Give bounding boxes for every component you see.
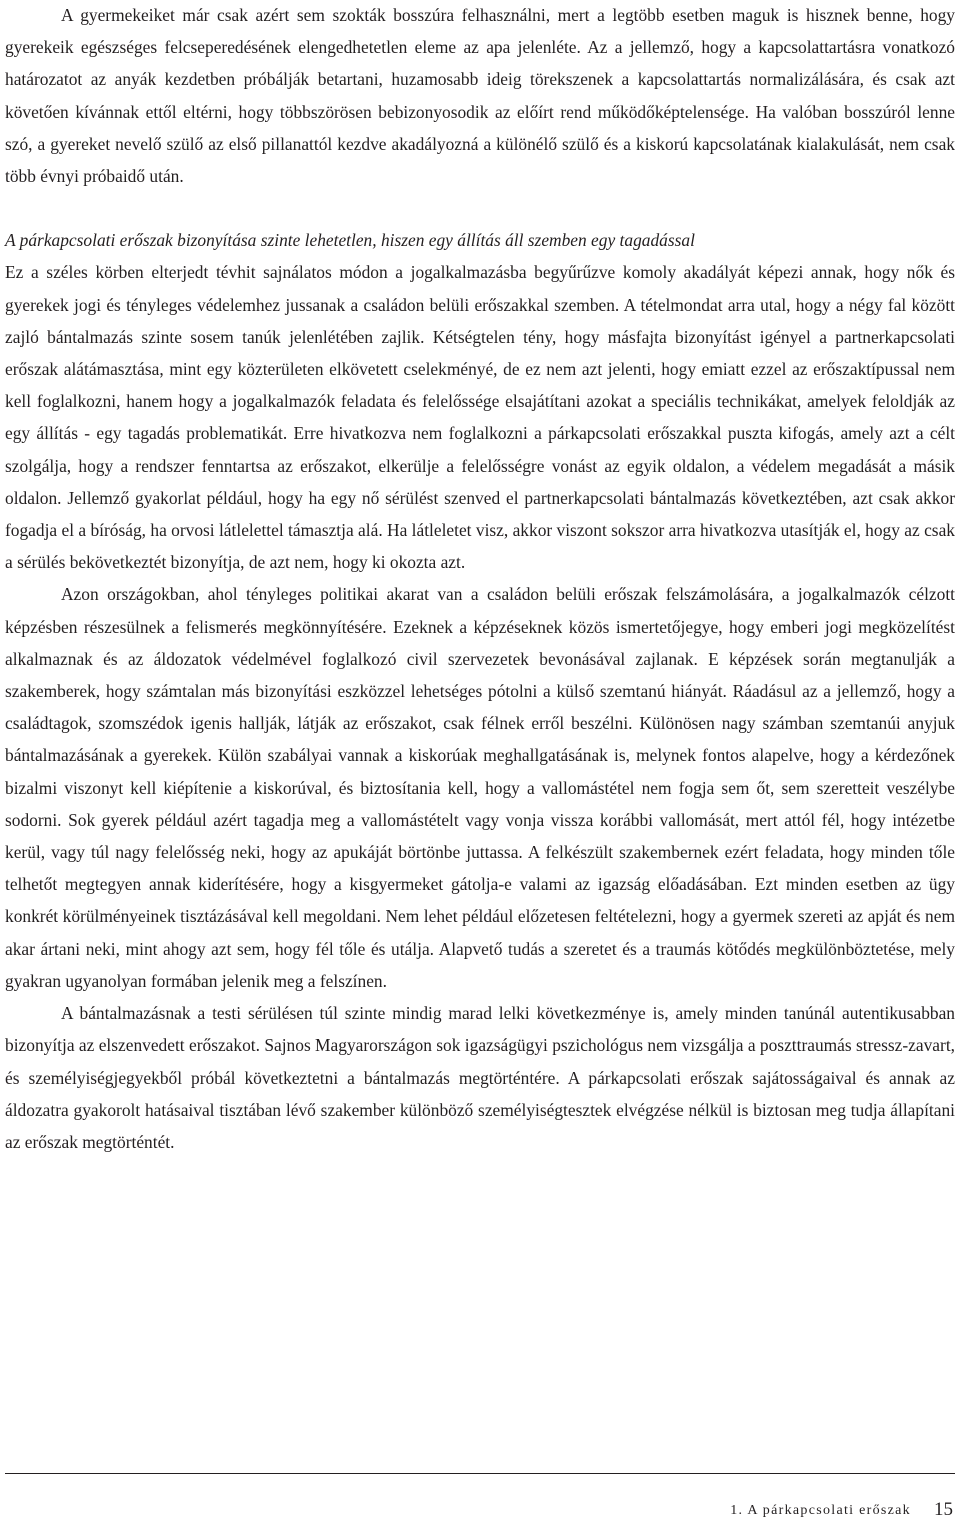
paragraph-3: Azon országokban, ahol tényleges politikai akarat van a családon belüli erőszak felszámolására, a jogalkalmazók célzott képzésben részesülnek a felismerés megkönnyítésére. Ezeknek a képzéseknek közös ismertetőjegye, hogy emberi jogi megközelítést alkalmaznak és az áldozatok védelmével foglalkozó civil szervezetek bevonásával zajlanak. E képzések során megtanulják a szakemberek, hogy számtalan más bizonyítási eszközzel lehetséges pótolni a külső szemtanú hiányát. Ráadásul az a jellemző, hogy a családtagok, szomszédok igenis hallják, látják az erőszakot, csak félnek erről beszélni. Különösen nagy számban szemtanúi anyjuk bántalmazásának a gyerekek. Külön szabályai vannak a kiskorúak meghallgatásának is, melynek fontos alapelve, hogy a kérdezőnek bizalmi viszonyt kell kiépítenie a kiskorúval, és biztosítania kell, hogy a vallomástétel nem fogja sem őt, sem szeretteit veszélybe sodorni. Sok gyerek például azért tagadja meg a vallomástételt vagy vonja vissza korábbi vallomását, mert attól fél, hogy intézetbe kerül, vagy túl nagy felelősség neki, hogy az apukáját börtönbe juttassa. A felkészült szakembernek ezért feladata, hogy minden tőle telhetőt megtegyen annak kiderítésére, hogy a kisgyermeket gátolja-e valami az igazság előadásában. Ezt minden esetben az ügy konkrét körülményeinek tisztázásával kell megoldani. Nem lehet például előzetesen feltételezni, hogy a gyermek szereti az apját és nem akar ártani neki, mint ahogy azt sem, hogy fél tőle és utálja. Alapvető tudás a szeretet és a traumás kötődés megkülönböztetése, mely gyakran ugyanolyan formában jelenik meg a felszínen. (5, 584, 955, 991)
paragraph-1: A gyermekeiket már csak azért sem szokták bosszúra felhasználni, mert a legtöbb esetben maguk is hisznek benne, hogy gyerekeik egészséges felcseperedésének elengedhetetlen eleme az apa jelenléte. Az a jellemző, hogy a kapcsolattartásra vonatkozó határozatot az anyák kezdetben próbálják betartani, huzamosabb ideig törekszenek a kapcsolattartás normalizálására, és csak azt követően kívánnak ettől eltérni, hogy többszörösen bebizonyosodik az előírt rend működőképtelensége. Ha valóban bosszúról lenne szó, a gyereket nevelő szülő az első pillanattól kezdve akadályozná a különélő szülő és a kiskorú kapcsolatának kialakulását, nem csak több évnyi próbaidő után. (5, 5, 955, 187)
paragraph-2: Ez a széles körben elterjedt tévhit sajnálatos módon a jogalkalmazásba begyűrűzve komoly akadályát képezi annak, hogy nők és gyerekek jogi és tényleges védelemhez jussanak a családon belüli erőszakkal szemben. A tételmondat arra utal, hogy a négy fal között zajló bántalmazás szinte sosem tanúk jelenlétében zajlik. Kétségtelen tény, hogy másfajta bizonyítást igényel a partnerkapcsolati erőszak alátámasztása, mint egy közterületen elkövetett cselekményé, de ez nem azt jelenti, hogy emiatt ezzel az erőszaktípussal nem kell foglalkozni, hanem hogy a jogalkalmazók feladata és felelőssége elsajátítani azokat a speciális technikákat, amelyek feloldják az egy állítás - egy tagadás problematikát. Erre hivatkozva nem foglalkozni a párkapcsolati erőszakkal puszta kifogás, amely azt a célt szolgálja, hogy a rendszer fenntartsa az erőszakot, elkerülje a felelősségre vonást az egyik oldalon, a védelem megadását a másik oldalon. Jellemző gyakorlat például, hogy ha egy nő sérülést szenved el partnerkapcsolati bántalmazás következtében, azt csak akkor fogadja el a bíróság, ha orvosi látlelettel támasztja alá. Ha látleletet visz, akkor viszont sokszor arra hivatkozva utasítják el, hogy az csak a sérülés bekövetkeztét bizonyítja, de azt nem, hogy ki okozta azt. (5, 262, 955, 573)
page-number: 15 (934, 1499, 953, 1520)
section-heading: A párkapcsolati erőszak bizonyítása szinte lehetetlen, hiszen egy állítás áll szemben egy tagadással (5, 230, 695, 251)
page-body (5, 0, 955, 1158)
page-footer (5, 1500, 955, 1524)
paragraph-4: A bántalmazásnak a testi sérülésen túl szinte mindig marad lelki következménye is, amely minden tanúnál autentikusabban bizonyítja az elszenvedett erőszakot. Sajnos Magyarországon sok igazságügyi pszichológus nem vizsgálja a poszttraumás stressz-zavart, és személyiségjegyekből próbál következtetni a bántalmazás megtörténtére. A párkapcsolati erőszak sajátosságaival és annak az áldozatra gyakorolt hatásaival tisztában lévő szakember különböző személyiségtesztek elvégzése nélkül is biztosan meg tudja állapítani az erőszak megtörténtét. (5, 1003, 955, 1152)
footer-divider (5, 1473, 955, 1474)
footer-chapter-title: 1. A párkapcsolati erőszak (730, 1503, 911, 1518)
